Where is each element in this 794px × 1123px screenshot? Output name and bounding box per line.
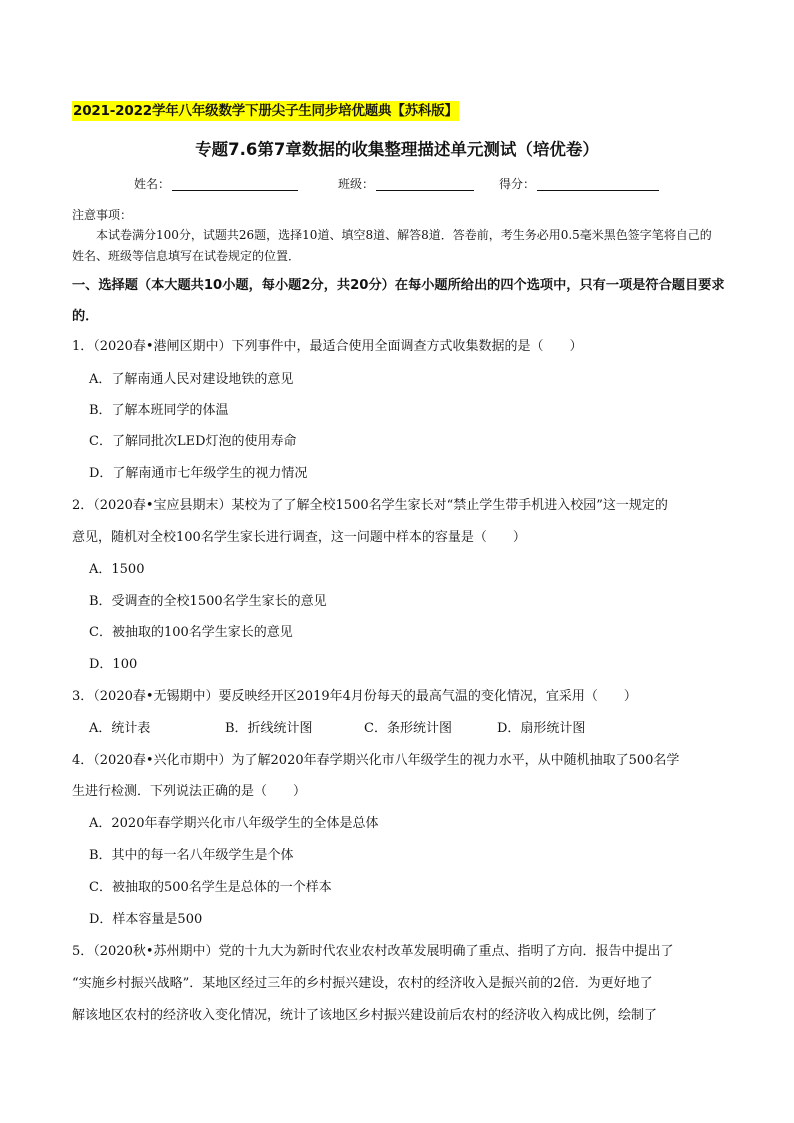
question-4-stem-line1: 4．（2020春•兴化市期中）为了解2020年春学期兴化市八年级学生的视力水平，从中随机抽取了500名学 <box>72 753 680 768</box>
question-2-option-a: A．1500 <box>89 562 145 577</box>
question-2-option-b: B．受调查的全校1500名学生家长的意见 <box>89 594 327 609</box>
score-field[interactable] <box>499 175 659 192</box>
question-5-stem-line1: 5．（2020秋•苏州期中）党的十九大为新时代农业农村改革发展明确了重点、指明了方向．报告中提出了 <box>72 944 674 959</box>
student-info-line <box>0 175 794 195</box>
question-2-stem-line2: 意见，随机对全校100名学生家长进行调查，这一问题中样本的容量是（ ） <box>72 530 526 545</box>
question-2-option-d: D．100 <box>89 657 138 672</box>
question-4-option-b: B．其中的每一名八年级学生是个体 <box>89 848 294 863</box>
question-2-stem-line1: 2．（2020春•宝应县期末）某校为了了解全校1500名学生家长对“禁止学生带手机进入校园”这一规定的 <box>72 498 668 513</box>
score-blank[interactable] <box>537 176 659 191</box>
notice-body <box>72 225 722 267</box>
question-3-option-b: B．折线统计图 <box>225 721 313 736</box>
question-4-stem-line2: 生进行检测．下列说法正确的是（ ） <box>72 784 307 799</box>
question-5-stem-line2: “实施乡村振兴战略”．某地区经过三年的乡村振兴建设，农村的经济收入是振兴前的2倍．为更好地了 <box>72 976 653 991</box>
page-title: 专题7.6第7章数据的收集整理描述单元测试（培优卷） <box>195 140 599 159</box>
question-3-option-a: A．统计表 <box>89 721 151 736</box>
question-1-option-c: C．了解同批次LED灯泡的使用寿命 <box>89 434 297 449</box>
question-4-option-c: C．被抽取的500名学生是总体的一个样本 <box>89 880 332 895</box>
series-banner: 2021-2022学年八年级数学下册尖子生同步培优题典【苏科版】 <box>73 103 458 119</box>
question-3-stem: 3．（2020春•无锡期中）要反映经开区2019年4月份每天的最高气温的变化情况，宜采用（ ） <box>72 689 637 704</box>
question-3-option-c: C．条形统计图 <box>364 721 452 736</box>
class-blank[interactable] <box>376 176 474 191</box>
name-blank[interactable] <box>172 176 298 191</box>
question-4-option-d: D．样本容量是500 <box>89 912 203 927</box>
question-3-option-d: D．扇形统计图 <box>497 721 586 736</box>
name-field[interactable] <box>134 175 298 192</box>
score-label: 得分： <box>499 177 536 191</box>
section-heading: 一、选择题（本大题共10小题，每小题2分，共20分）在每小题所给出的四个选项中，只有一项是符合题目要求的． <box>72 278 725 324</box>
notice-text: 本试卷满分100分，试题共26题，选择10道、填空8道、解答8道．答卷前，考生务必用0.5毫米黑色签字笔将自己的姓名、班级等信息填写在试卷规定的位置． <box>72 228 712 263</box>
question-5-stem-line3: 解该地区农村的经济收入变化情况，统计了该地区乡村振兴建设前后农村的经济收入构成比例，绘制了 <box>72 1008 658 1023</box>
question-1-option-a: A．了解南通人民对建设地铁的意见 <box>89 372 294 387</box>
notice-heading: 注意事项： <box>72 208 133 222</box>
class-field[interactable] <box>338 175 474 192</box>
question-2-option-c: C．被抽取的100名学生家长的意见 <box>89 625 293 640</box>
question-4-option-a: A．2020年春学期兴化市八年级学生的全体是总体 <box>89 816 379 831</box>
name-label: 姓名： <box>134 177 171 191</box>
question-1-stem: 1．（2020春•港闸区期中）下列事件中，最适合使用全面调查方式收集数据的是（ ） <box>72 339 583 354</box>
class-label: 班级： <box>338 177 375 191</box>
question-1-option-b: B．了解本班同学的体温 <box>89 403 229 418</box>
question-1-option-d: D．了解南通市七年级学生的视力情况 <box>89 466 308 481</box>
